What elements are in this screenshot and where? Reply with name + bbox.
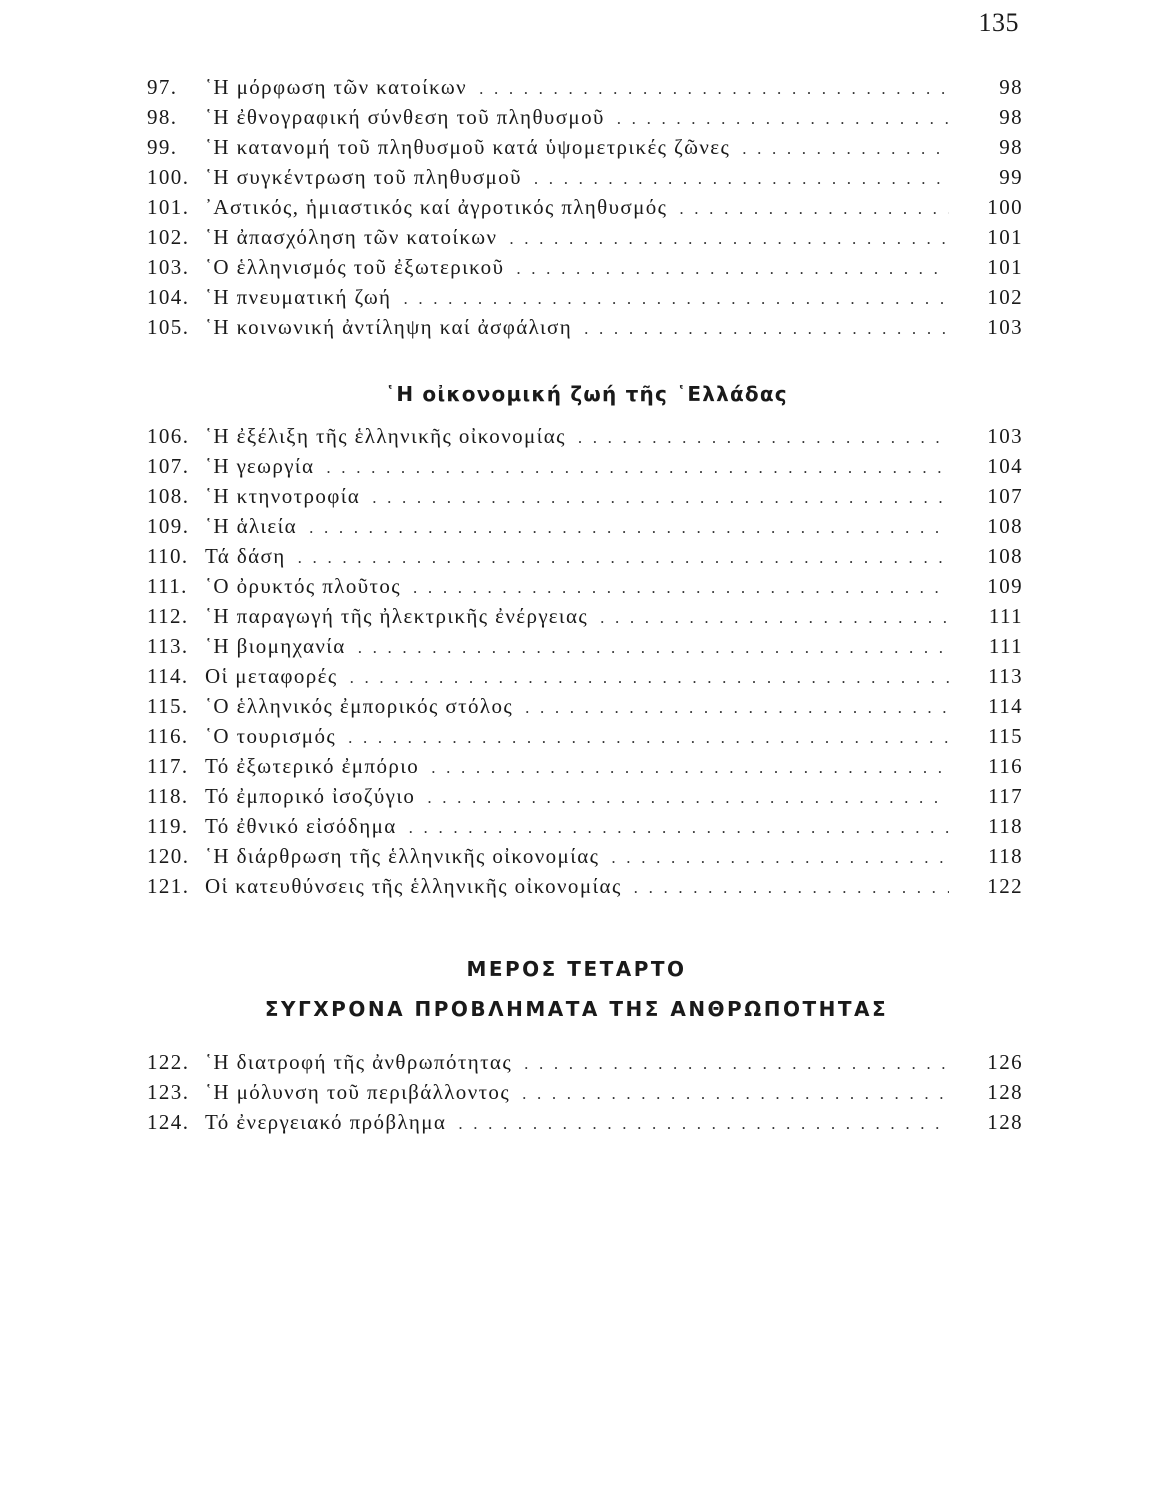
toc-entry-title: Οἱ κατευθύνσεις τῆς ἑλληνικῆς οἰκονομίας (205, 874, 622, 898)
toc-entry-page: 122 (987, 874, 1023, 898)
toc-entry-number: 124. (147, 1110, 190, 1134)
toc-entry-page: 100 (987, 195, 1023, 219)
toc-entry (147, 285, 1023, 315)
toc-entry-number: 123. (147, 1080, 190, 1104)
toc-entry (147, 225, 1023, 255)
toc-leader-dots (578, 428, 949, 448)
toc-entry-number: 116. (147, 724, 189, 748)
toc-entry-number: 113. (147, 634, 189, 658)
toc-entry-title: ῾Ο τουρισμός (205, 724, 337, 748)
toc-entry-number: 118. (147, 784, 189, 808)
toc-entry-page: 99 (999, 165, 1023, 189)
toc-entry-page: 128 (987, 1080, 1023, 1104)
toc-leader-dots (600, 608, 949, 628)
toc-entry (147, 135, 1023, 165)
toc-entry (147, 874, 1023, 904)
toc-entry-number: 101. (147, 195, 190, 219)
toc-entry-page: 118 (988, 814, 1023, 838)
toc-entry-title: ῾Η γεωργία (205, 454, 315, 478)
toc-entry-number: 120. (147, 844, 190, 868)
toc-entry (147, 255, 1023, 285)
toc-list-population (147, 75, 1023, 345)
toc-entry-page: 98 (999, 75, 1023, 99)
toc-entry (147, 784, 1023, 814)
toc-entry-number: 107. (147, 454, 190, 478)
toc-entry-page: 113 (988, 664, 1023, 688)
toc-entry-number: 99. (147, 135, 178, 159)
toc-entry-page: 101 (987, 225, 1023, 249)
toc-entry-title: ῾Η μόρφωση τῶν κατοίκων (205, 75, 468, 99)
toc-entry (147, 165, 1023, 195)
toc-entry-number: 122. (147, 1050, 190, 1074)
toc-entry-number: 110. (147, 544, 189, 568)
toc-leader-dots (584, 319, 949, 339)
toc-leader-dots (409, 818, 949, 838)
toc-entry-page: 115 (988, 724, 1023, 748)
toc-entry-page: 103 (987, 424, 1023, 448)
toc-leader-dots (427, 788, 949, 808)
page-number: 135 (978, 8, 1019, 37)
toc-entry-title: ῾Η διάρθρωση τῆς ἑλληνικῆς οἰκονομίας (205, 844, 600, 868)
toc-entry-title: Οἱ μεταφορές (205, 664, 338, 688)
toc-entry-number: 108. (147, 484, 190, 508)
toc-entry (147, 105, 1023, 135)
toc-entry-title: ῾Η ἐξέλιξη τῆς ἑλληνικῆς οἰκονομίας (205, 424, 566, 448)
toc-entry (147, 634, 1023, 664)
toc-entry-title: ῾Η διατροφή τῆς ἀνθρωπότητας (205, 1050, 513, 1074)
toc-entry (147, 315, 1023, 345)
toc-entry-page: 107 (987, 484, 1023, 508)
toc-entry-page: 98 (999, 135, 1023, 159)
toc-entry (147, 694, 1023, 724)
toc-entry-title: ῾Ο ὀρυκτός πλοῦτος (205, 574, 402, 598)
toc-entry (147, 724, 1023, 754)
toc-entry-page: 118 (988, 844, 1023, 868)
toc-entry-title: ῾Η κτηνοτροφία (205, 484, 361, 508)
toc-entry-title: Τά δάση (205, 544, 286, 568)
toc-entry (147, 664, 1023, 694)
toc-leader-dots (350, 668, 949, 688)
toc-entry-title: ῾Η ἀπασχόληση τῶν κατοίκων (205, 225, 498, 249)
toc-entry-title: ᾿Αστικός, ἡμιαστικός καί ἀγροτικός πληθυσμός (205, 195, 668, 219)
toc-entry-title: ῾Η παραγωγή τῆς ἠλεκτρικῆς ἐνέργειας (205, 604, 589, 628)
toc-entry-number: 112. (147, 604, 189, 628)
toc-leader-dots (431, 758, 949, 778)
toc-entry-page: 109 (987, 574, 1023, 598)
toc-leader-dots (479, 79, 949, 99)
toc-entry (147, 544, 1023, 574)
toc-leader-dots (326, 458, 949, 478)
toc-entry-page: 128 (987, 1110, 1023, 1134)
toc-entry-title: ῾Η ἁλιεία (205, 514, 298, 538)
toc-entry-page: 108 (987, 544, 1023, 568)
toc-entry-title: ῾Η μόλυνση τοῦ περιβάλλοντος (205, 1080, 511, 1104)
toc-entry-title: ῾Η πνευματική ζωή (205, 285, 392, 309)
toc-leader-dots (298, 548, 949, 568)
toc-entry-page: 116 (988, 754, 1023, 778)
toc-entry-title: ῾Ο ἑλληνισμός τοῦ ἐξωτερικοῦ (205, 255, 505, 279)
toc-entry-page: 98 (999, 105, 1023, 129)
toc-entry-page: 102 (987, 285, 1023, 309)
toc-entry-number: 100. (147, 165, 190, 189)
toc-entry-title: Τό ἐθνικό εἰσόδημα (205, 814, 397, 838)
toc-entry-title: ῾Η βιομηχανία (205, 634, 346, 658)
toc-leader-dots (372, 488, 949, 508)
toc-leader-dots (403, 289, 949, 309)
toc-entry (147, 1050, 1023, 1080)
toc-entry-title: ῾Η συγκέντρωση τοῦ πληθυσμοῦ (205, 165, 522, 189)
toc-entry-page: 111 (988, 604, 1023, 628)
toc-entry-number: 102. (147, 225, 190, 249)
toc-entry-page: 117 (988, 784, 1023, 808)
toc-entry (147, 484, 1023, 514)
toc-entry (147, 75, 1023, 105)
toc-entry-title: Τό ἐνεργειακό πρόβλημα (205, 1110, 447, 1134)
toc-entry (147, 424, 1023, 454)
toc-entry-title: Τό ἐξωτερικό ἐμπόριο (205, 754, 420, 778)
toc-entry-page: 108 (987, 514, 1023, 538)
toc-list-economy (147, 424, 1023, 904)
toc-entry (147, 844, 1023, 874)
toc-entry-page: 101 (987, 255, 1023, 279)
toc-leader-dots (534, 169, 949, 189)
toc-entry-number: 121. (147, 874, 190, 898)
section-heading: ῾Η οἰκονομική ζωή τῆς ῾Ελλάδας (385, 382, 788, 406)
toc-entry-number: 117. (147, 754, 189, 778)
toc-entry (147, 195, 1023, 225)
toc-entry-page: 126 (987, 1050, 1023, 1074)
toc-entry-number: 97. (147, 75, 178, 99)
toc-leader-dots (524, 1054, 949, 1074)
part-heading: ΜΕΡΟΣ ΤΕΤΑΡΤΟ (466, 957, 687, 981)
toc-leader-dots (525, 698, 949, 718)
toc-leader-dots (516, 259, 949, 279)
toc-entry-number: 111. (147, 574, 188, 598)
part-subheading: ΣΥΓΧΡΟΝΑ ΠΡΟΒΛΗΜΑΤΑ ΤΗΣ ΑΝΘΡΩΠΟΤΗΤΑΣ (264, 997, 889, 1021)
toc-entry-title: ῾Η κατανομή τοῦ πληθυσμοῦ κατά ὑψομετρικές ζῶνες (205, 135, 731, 159)
toc-entry-number: 119. (147, 814, 189, 838)
toc-entry-number: 114. (147, 664, 189, 688)
toc-entry-number: 106. (147, 424, 190, 448)
toc-leader-dots (458, 1114, 949, 1134)
toc-entry (147, 754, 1023, 784)
toc-entry-number: 109. (147, 514, 190, 538)
toc-entry-title: ῾Η κοινωνική ἀντίληψη καί ἀσφάλιση (205, 315, 573, 339)
toc-entry-number: 105. (147, 315, 190, 339)
toc-entry (147, 454, 1023, 484)
toc-leader-dots (611, 848, 949, 868)
toc-entry-number: 98. (147, 105, 178, 129)
toc-leader-dots (348, 728, 949, 748)
toc-entry-page: 114 (988, 694, 1023, 718)
toc-entry-page: 103 (987, 315, 1023, 339)
toc-entry (147, 514, 1023, 544)
toc-leader-dots (358, 638, 949, 658)
toc-entry (147, 1110, 1023, 1140)
toc-leader-dots (509, 229, 949, 249)
toc-list-problems (147, 1050, 1023, 1140)
toc-leader-dots (679, 199, 949, 219)
toc-leader-dots (309, 518, 949, 538)
toc-entry-page: 104 (987, 454, 1023, 478)
toc-entry-title: ῾Ο ἑλληνικός ἐμπορικός στόλος (205, 694, 514, 718)
toc-leader-dots (742, 139, 949, 159)
toc-leader-dots (413, 578, 949, 598)
toc-leader-dots (634, 878, 949, 898)
toc-entry (147, 604, 1023, 634)
toc-entry (147, 814, 1023, 844)
toc-entry-title: Τό ἐμπορικό ἰσοζύγιο (205, 784, 416, 808)
toc-leader-dots (617, 109, 949, 129)
toc-entry-page: 111 (988, 634, 1023, 658)
toc-entry (147, 574, 1023, 604)
toc-leader-dots (522, 1084, 949, 1104)
toc-entry (147, 1080, 1023, 1110)
toc-entry-number: 103. (147, 255, 190, 279)
toc-entry-number: 115. (147, 694, 189, 718)
toc-entry-title: ῾Η ἐθνογραφική σύνθεση τοῦ πληθυσμοῦ (205, 105, 605, 129)
toc-entry-number: 104. (147, 285, 190, 309)
